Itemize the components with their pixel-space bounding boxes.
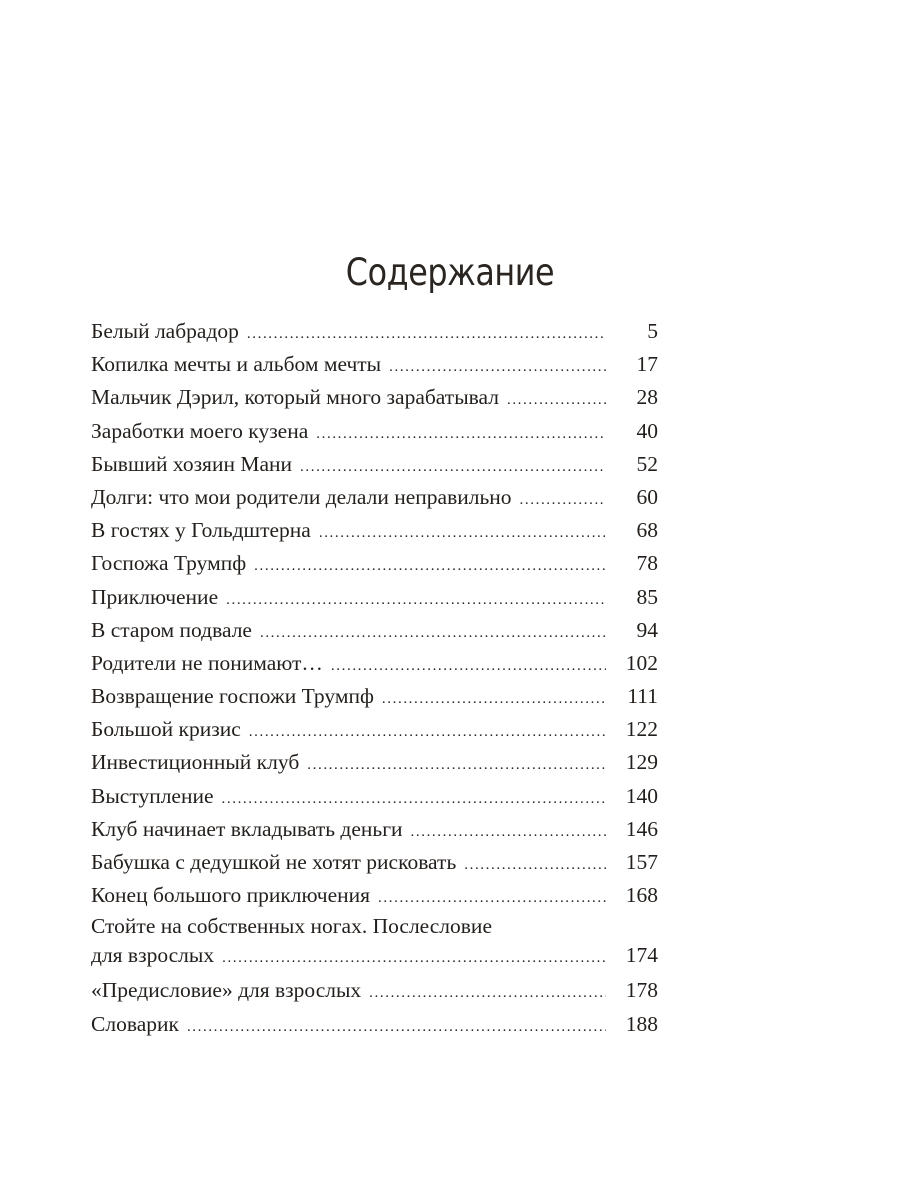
toc-page-number: 102 bbox=[625, 650, 658, 675]
toc-entry-title: Клуб начинает вкладывать деньги bbox=[91, 813, 411, 846]
toc-entry-title: Белый лабрадор bbox=[91, 315, 247, 348]
toc-entry-title: Большой кризис bbox=[91, 713, 249, 746]
dot-leader bbox=[382, 683, 606, 716]
toc-entry[interactable] bbox=[91, 315, 658, 348]
dot-leader bbox=[247, 318, 606, 351]
dot-leader bbox=[222, 944, 606, 973]
toc-entry[interactable] bbox=[91, 647, 658, 680]
toc-entry-title: Стойте на собственных ногах. Послесловие bbox=[91, 912, 500, 941]
toc-page-number: 174 bbox=[625, 943, 658, 968]
toc-page-number: 5 bbox=[647, 319, 658, 343]
toc-entry[interactable] bbox=[91, 813, 658, 846]
toc-page-number: 122 bbox=[625, 717, 658, 742]
dot-leader bbox=[319, 517, 606, 550]
toc-entry[interactable] bbox=[91, 348, 658, 381]
toc-entry[interactable] bbox=[91, 713, 658, 746]
toc-entry[interactable] bbox=[91, 415, 658, 448]
dot-leader bbox=[254, 550, 606, 583]
toc-page-number: 140 bbox=[625, 783, 658, 808]
toc-entry[interactable] bbox=[91, 381, 658, 414]
dot-leader bbox=[222, 783, 606, 816]
dot-leader bbox=[307, 749, 606, 782]
toc-entry-title: Инвестиционный клуб bbox=[91, 746, 307, 779]
dot-leader bbox=[464, 849, 606, 882]
toc-entry[interactable] bbox=[91, 912, 658, 970]
dot-leader bbox=[378, 882, 606, 915]
toc-entry[interactable] bbox=[91, 547, 658, 580]
toc-page-number: 78 bbox=[636, 551, 658, 576]
toc-entry[interactable] bbox=[91, 974, 658, 1007]
page-title: Содержание bbox=[345, 250, 555, 294]
toc-page-number: 52 bbox=[636, 451, 658, 476]
toc-page-number: 68 bbox=[636, 518, 658, 543]
toc-entry-title: Заработки моего кузена bbox=[91, 415, 316, 448]
toc-entry-title: Конец большого приключения bbox=[91, 879, 378, 912]
toc-entry[interactable] bbox=[91, 448, 658, 481]
toc-entry-title: Госпожа Трумпф bbox=[91, 547, 254, 580]
toc-entry[interactable] bbox=[91, 581, 658, 614]
toc-entry[interactable] bbox=[91, 746, 658, 779]
toc-entry-title: Бывший хозяин Мани bbox=[91, 448, 300, 481]
dot-leader bbox=[369, 977, 606, 1010]
toc-entry-title: Мальчик Дэрил, который много зарабатывал bbox=[91, 381, 507, 414]
toc-entry-title: Выступление bbox=[91, 780, 222, 813]
toc-entry[interactable] bbox=[91, 481, 658, 514]
dot-leader bbox=[389, 351, 606, 384]
dot-leader bbox=[226, 584, 606, 617]
table-of-contents bbox=[91, 315, 658, 1041]
toc-entry-title-continued: для взрослых bbox=[91, 941, 222, 970]
toc-page-number: 17 bbox=[636, 352, 658, 377]
toc-entry-title: Возвращение госпожи Трумпф bbox=[91, 680, 382, 713]
toc-page-number: 111 bbox=[627, 684, 658, 709]
dot-leader bbox=[520, 484, 606, 517]
toc-entry-title: Бабушка с дедушкой не хотят рисковать bbox=[91, 846, 464, 879]
toc-entry-title: «Предисловие» для взрослых bbox=[91, 974, 369, 1007]
toc-page-number: 129 bbox=[625, 750, 658, 775]
dot-leader bbox=[331, 650, 606, 683]
dot-leader bbox=[187, 1011, 606, 1044]
toc-entry-title: Копилка мечты и альбом мечты bbox=[91, 348, 389, 381]
toc-entry[interactable] bbox=[91, 780, 658, 813]
toc-entry[interactable] bbox=[91, 1008, 658, 1041]
toc-page-number: 168 bbox=[625, 883, 658, 908]
dot-leader bbox=[316, 418, 606, 451]
toc-entry[interactable] bbox=[91, 680, 658, 713]
toc-page-number: 94 bbox=[636, 617, 658, 642]
toc-entry-title: В гостях у Гольдштерна bbox=[91, 514, 319, 547]
toc-entry[interactable] bbox=[91, 514, 658, 547]
toc-page-number: 157 bbox=[625, 850, 658, 874]
toc-entry[interactable] bbox=[91, 614, 658, 647]
toc-page-number: 28 bbox=[636, 385, 658, 410]
toc-entry[interactable] bbox=[91, 879, 658, 912]
dot-leader bbox=[507, 384, 606, 417]
toc-entry-title: В старом подвале bbox=[91, 614, 260, 647]
toc-entry[interactable] bbox=[91, 846, 658, 879]
toc-entry-title: Долги: что мои родители делали неправильно bbox=[91, 481, 520, 514]
toc-entry-title: Родители не понимают… bbox=[91, 647, 331, 680]
toc-entry-title: Приключение bbox=[91, 581, 226, 614]
toc-page-number: 178 bbox=[625, 978, 658, 1003]
toc-entry-title: Словарик bbox=[91, 1008, 187, 1041]
dot-leader bbox=[249, 716, 606, 749]
dot-leader bbox=[411, 816, 606, 849]
toc-page-number: 85 bbox=[636, 584, 658, 609]
toc-page-number: 40 bbox=[636, 418, 658, 443]
toc-page-number: 60 bbox=[636, 484, 658, 509]
dot-leader bbox=[300, 451, 606, 484]
dot-leader bbox=[260, 617, 606, 650]
toc-page-number: 188 bbox=[625, 1011, 658, 1036]
toc-page-number: 146 bbox=[625, 816, 658, 841]
